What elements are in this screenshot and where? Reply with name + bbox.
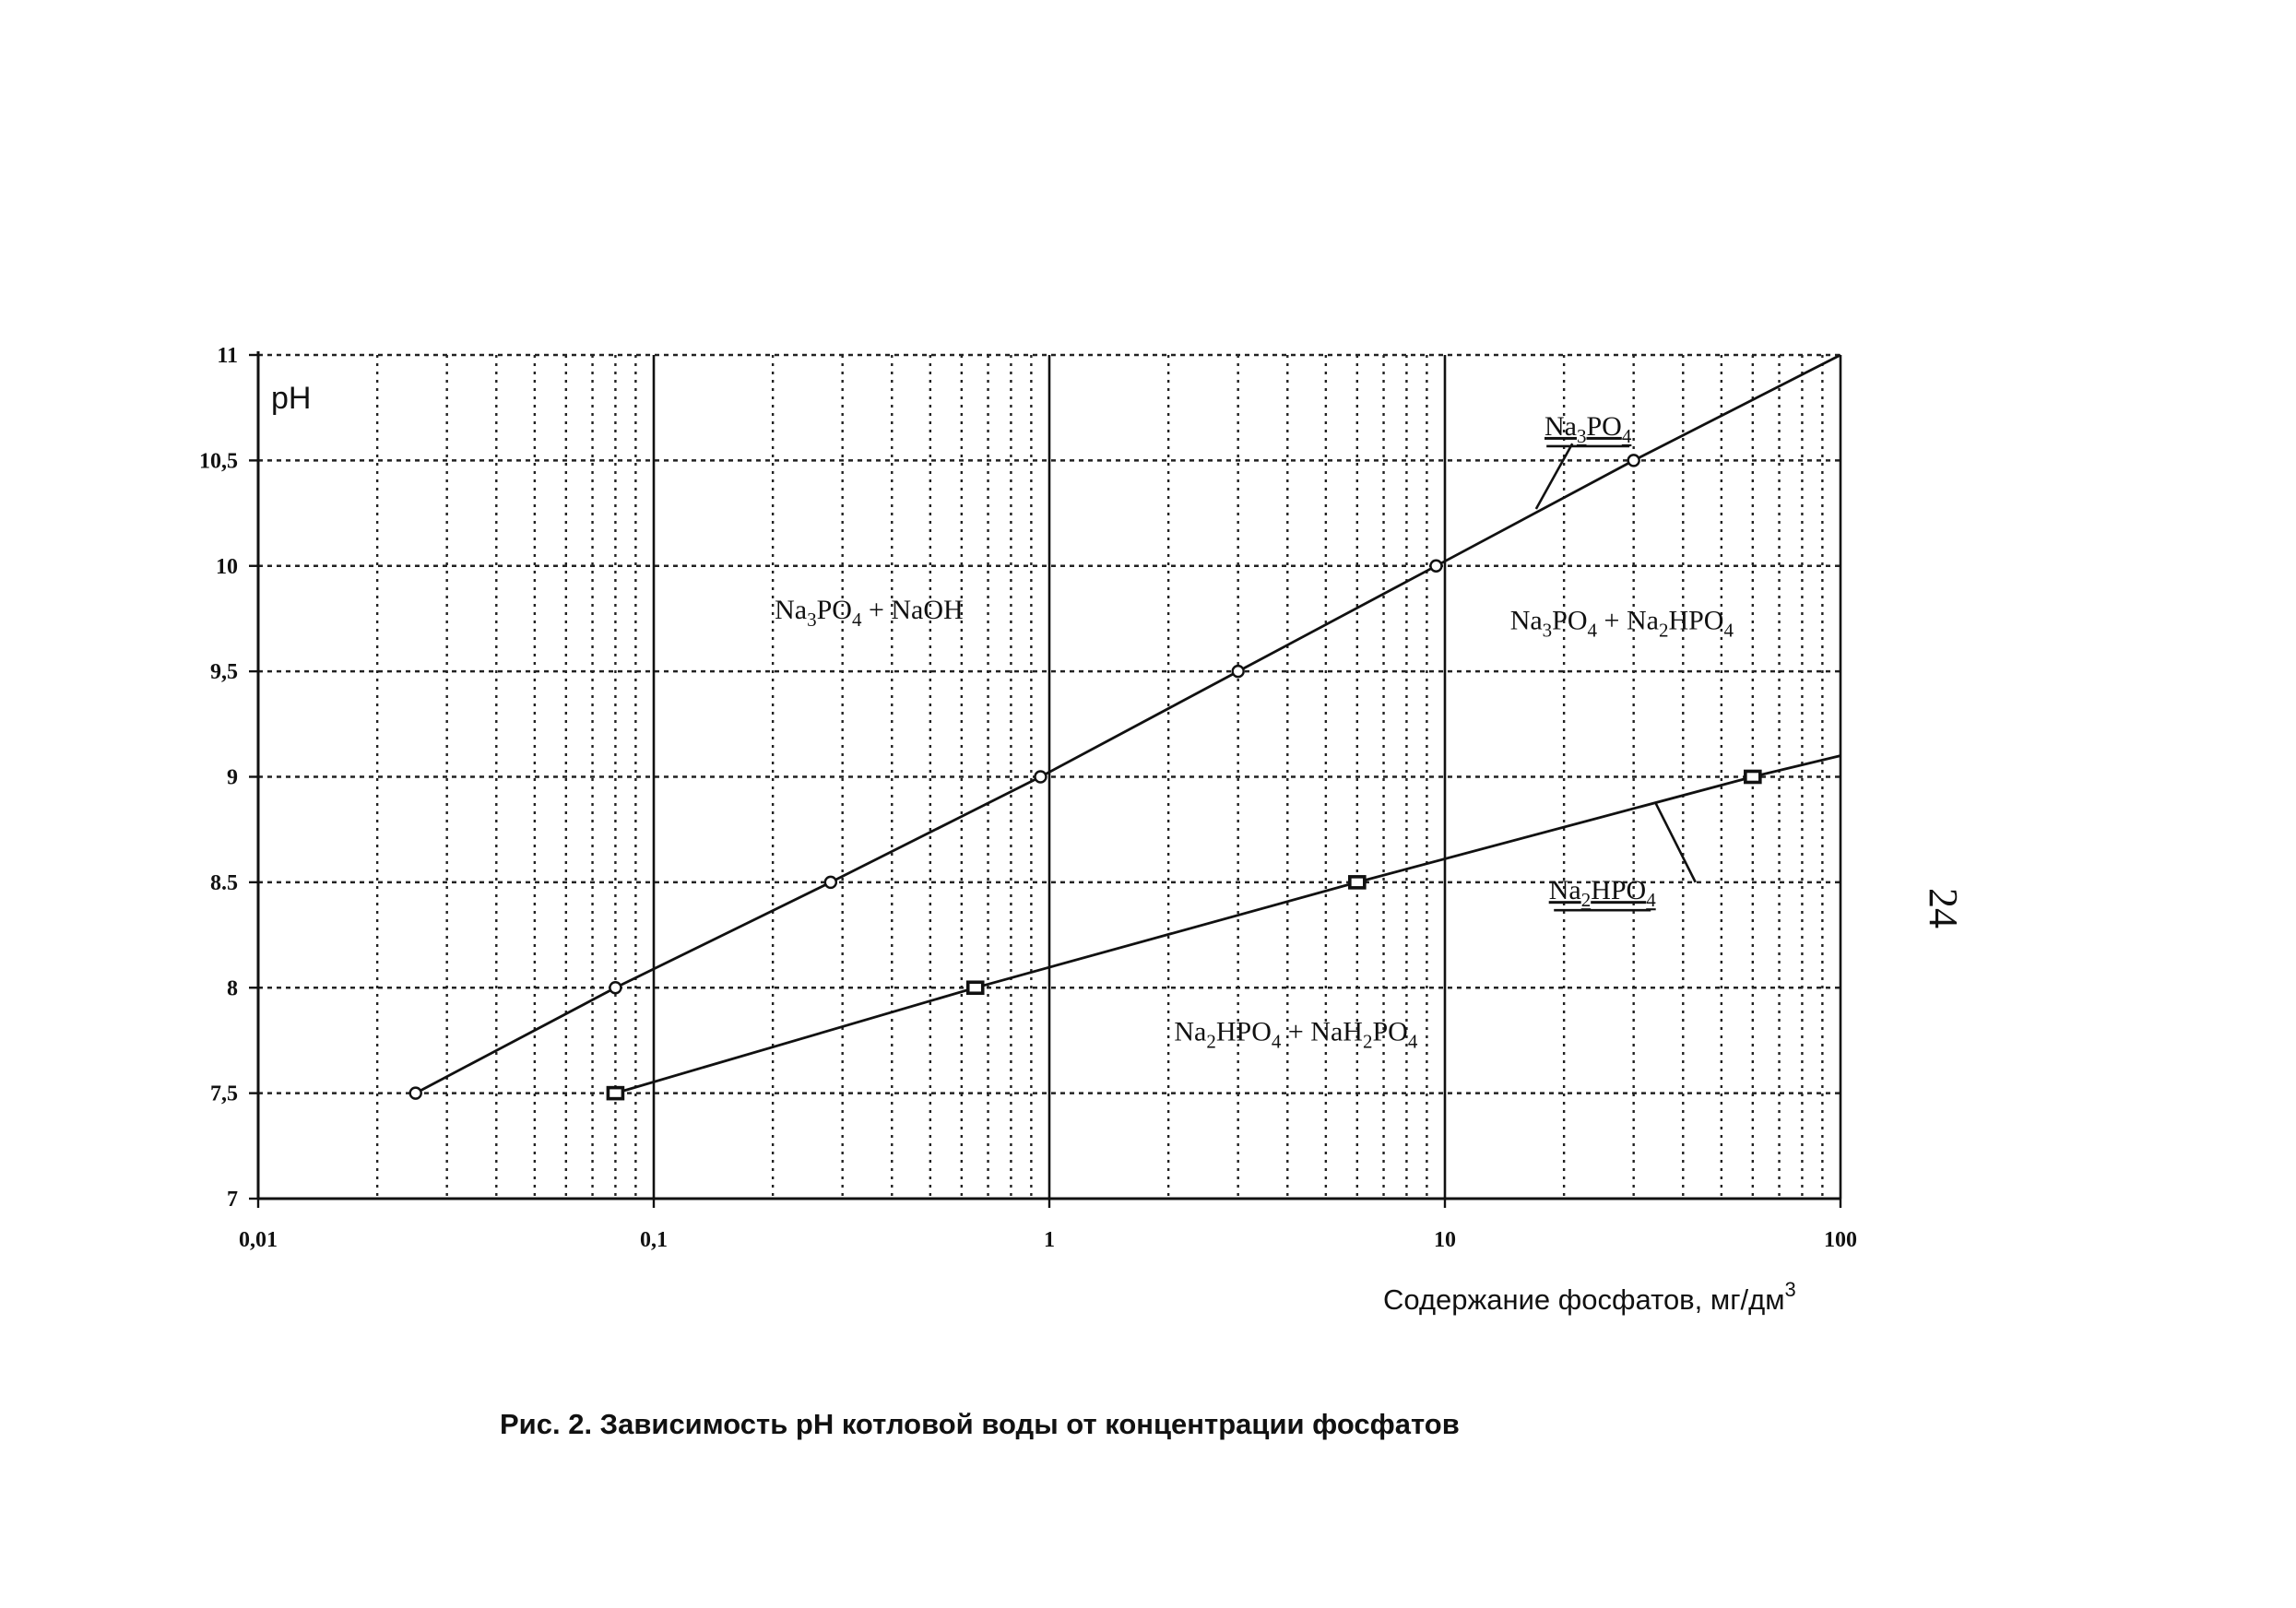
region-annotation-part: 3 bbox=[1542, 619, 1553, 642]
x-tick-label: 10 bbox=[1434, 1228, 1456, 1252]
x-tick-label: 1 bbox=[1044, 1228, 1055, 1252]
y-tick-label: 10,5 bbox=[199, 449, 238, 474]
region-annotation-part: HPO bbox=[1215, 1016, 1272, 1047]
region-annotation bbox=[1174, 1016, 1417, 1052]
y-tick-label: 8.5 bbox=[210, 870, 238, 895]
series-label-Na2HPO4-part: Na bbox=[1548, 875, 1581, 906]
x-tick-label: 100 bbox=[1824, 1228, 1857, 1252]
x-axis-label-text: Содержание фосфатов, мг/дм bbox=[1383, 1283, 1785, 1316]
data-point-Na2HPO4 bbox=[608, 1088, 622, 1099]
label-layer bbox=[775, 411, 1734, 1053]
y-tick-label: 9 bbox=[227, 765, 238, 790]
data-point-Na3PO4 bbox=[825, 877, 836, 888]
series-label-Na3PO4 bbox=[1544, 411, 1632, 447]
series-label-Na2HPO4-part: 4 bbox=[1646, 889, 1656, 912]
data-point-Na3PO4 bbox=[410, 1088, 421, 1099]
y-tick-label: 9,5 bbox=[210, 660, 238, 685]
y-tick-label: 8 bbox=[227, 976, 238, 1001]
region-annotation-part: + NaH bbox=[1281, 1016, 1363, 1047]
data-point-Na3PO4 bbox=[1233, 666, 1244, 677]
x-tick-label: 0,01 bbox=[239, 1228, 278, 1252]
region-annotation-part: 4 bbox=[1723, 619, 1734, 642]
region-annotation-part: PO bbox=[1372, 1016, 1408, 1047]
region-annotation-part: 4 bbox=[851, 608, 862, 631]
data-point-Na2HPO4 bbox=[1350, 877, 1365, 888]
series-line-Na3PO4 bbox=[416, 355, 1840, 1094]
series-label-Na2HPO4 bbox=[1549, 875, 1657, 911]
series-label-Na2HPO4-part: 2 bbox=[1580, 889, 1592, 912]
region-annotation-part: Na bbox=[1509, 605, 1543, 636]
region-annotation-part: Na bbox=[775, 594, 808, 625]
y-axis-label: pH bbox=[271, 381, 312, 416]
series-label-Na3PO4-part: PO bbox=[1586, 410, 1622, 442]
region-annotation-part: HPO bbox=[1668, 605, 1724, 636]
data-point-Na3PO4 bbox=[1628, 455, 1639, 466]
series-leader-line-Na3PO4 bbox=[1536, 443, 1572, 509]
series-label-Na2HPO4-part: HPO bbox=[1591, 875, 1647, 906]
data-point-Na3PO4 bbox=[610, 982, 621, 993]
region-annotation-part: 2 bbox=[1658, 619, 1669, 642]
data-point-Na3PO4 bbox=[1430, 561, 1441, 572]
region-annotation-part: + Na bbox=[1597, 605, 1659, 636]
region-annotation-part: 2 bbox=[1362, 1030, 1373, 1053]
figure-caption: Рис. 2. Зависимость рН котловой воды от концентрации фосфатов bbox=[500, 1408, 1460, 1440]
y-tick-label: 7,5 bbox=[210, 1082, 238, 1106]
y-tick-label: 11 bbox=[217, 344, 238, 368]
series-label-Na3PO4-part: 3 bbox=[1576, 424, 1587, 447]
grid-layer bbox=[258, 355, 1840, 1199]
x-tick-label: 0,1 bbox=[640, 1228, 668, 1252]
data-point-Na2HPO4 bbox=[968, 982, 983, 993]
region-annotation-part: 2 bbox=[1206, 1030, 1216, 1053]
region-annotation-part: Na bbox=[1174, 1016, 1207, 1047]
region-annotation bbox=[775, 595, 964, 631]
region-annotation-part: PO bbox=[1552, 605, 1588, 636]
region-annotation-part: 4 bbox=[1587, 619, 1598, 642]
data-point-Na2HPO4 bbox=[1746, 772, 1760, 783]
region-annotation-part: PO bbox=[816, 594, 852, 625]
region-annotation-part: 3 bbox=[807, 608, 817, 631]
y-tick-label: 10 bbox=[216, 554, 238, 579]
region-annotation-part: 4 bbox=[1407, 1030, 1418, 1053]
region-annotation bbox=[1510, 605, 1734, 641]
region-annotation-part: 4 bbox=[1271, 1030, 1282, 1053]
x-axis-label-superscript: 3 bbox=[1784, 1278, 1796, 1301]
series-label-Na3PO4-part: Na bbox=[1544, 410, 1577, 442]
page-number: 24 bbox=[1921, 888, 1966, 928]
series-leader-line-Na2HPO4 bbox=[1655, 802, 1696, 882]
series-label-Na3PO4-part: 4 bbox=[1621, 424, 1632, 447]
y-tick-label: 7 bbox=[227, 1188, 238, 1212]
x-axis-label bbox=[1383, 1278, 1796, 1316]
data-point-Na3PO4 bbox=[1035, 772, 1046, 783]
region-annotation-part: + NaOH bbox=[861, 594, 964, 625]
